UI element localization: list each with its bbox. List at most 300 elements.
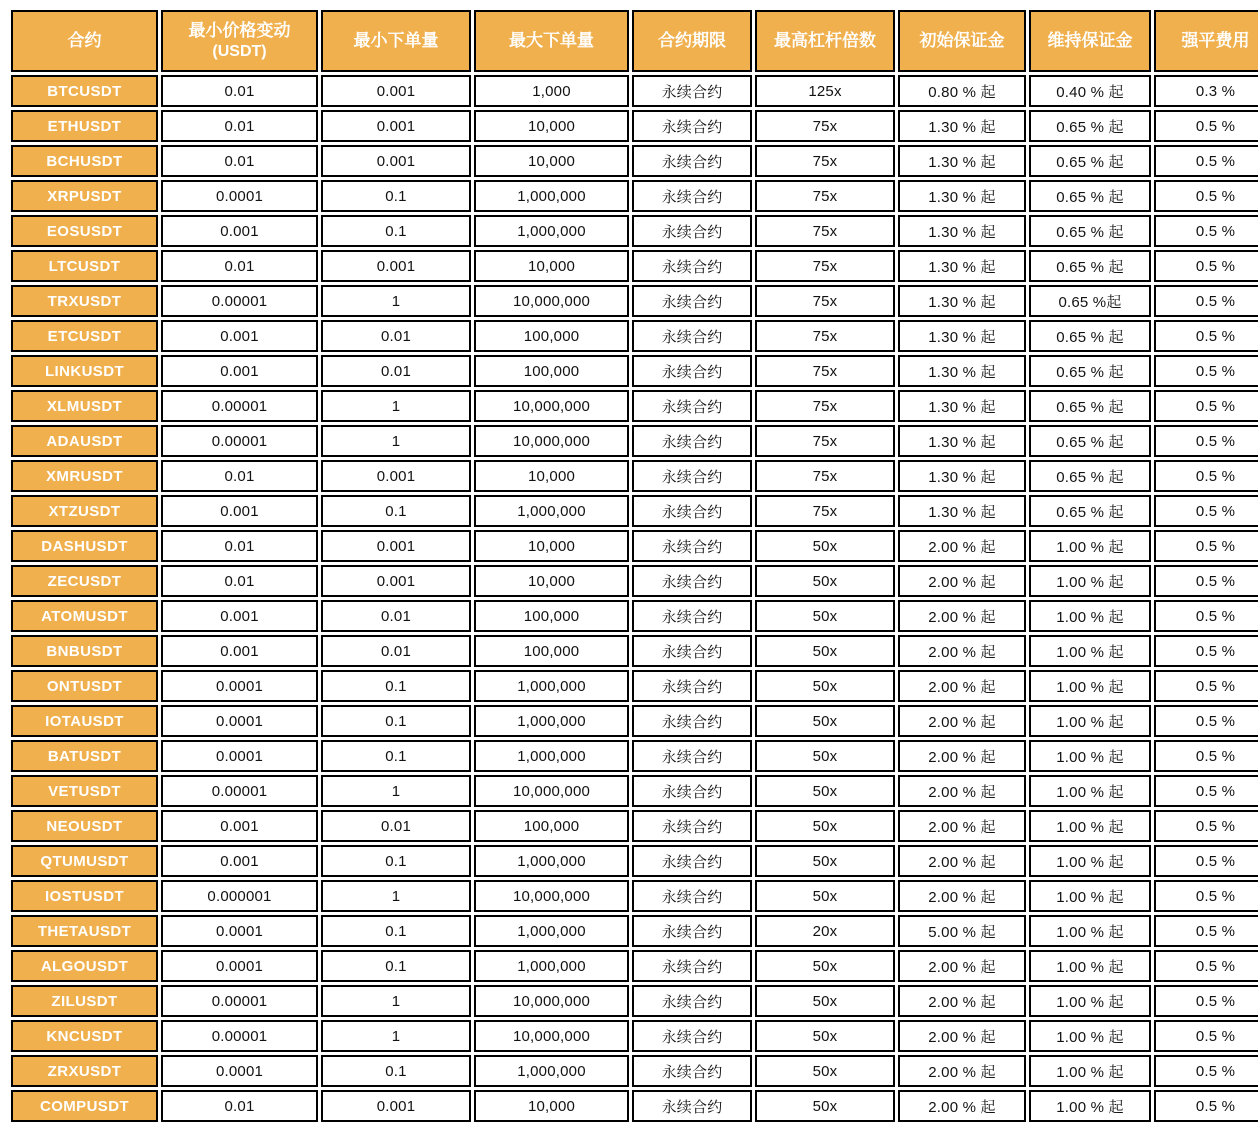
value-cell: 永续合约 <box>632 460 752 492</box>
value-cell: 0.1 <box>321 215 471 247</box>
value-cell: 0.5 % <box>1154 985 1258 1017</box>
value-cell: 10,000,000 <box>474 1020 629 1052</box>
value-cell: 永续合约 <box>632 600 752 632</box>
header-label: 最高杠杆倍数 <box>774 31 876 51</box>
value-cell: 75x <box>755 460 895 492</box>
value-cell: 10,000,000 <box>474 985 629 1017</box>
value-cell: 0.5 % <box>1154 495 1258 527</box>
value-cell: 0.65 %起 <box>1029 285 1151 317</box>
contract-ticker-cell: LINKUSDT <box>11 355 158 387</box>
table-row <box>11 985 1258 1017</box>
value-cell: 永续合约 <box>632 635 752 667</box>
contract-ticker-cell: XRPUSDT <box>11 180 158 212</box>
value-cell: 1.30 % 起 <box>898 320 1026 352</box>
header-cell <box>898 10 1026 72</box>
value-cell: 50x <box>755 1055 895 1087</box>
header-label: 合约 <box>67 31 102 51</box>
contract-ticker-cell: BTCUSDT <box>11 75 158 107</box>
value-cell: 10,000,000 <box>474 285 629 317</box>
contract-ticker-cell: ALGOUSDT <box>11 950 158 982</box>
value-cell: 0.65 % 起 <box>1029 355 1151 387</box>
value-cell: 0.5 % <box>1154 775 1258 807</box>
contract-ticker-cell: XTZUSDT <box>11 495 158 527</box>
header-label: 初始保证金 <box>919 31 1005 51</box>
value-cell: 75x <box>755 425 895 457</box>
value-cell: 2.00 % 起 <box>898 705 1026 737</box>
value-cell: 2.00 % 起 <box>898 670 1026 702</box>
value-cell: 100,000 <box>474 810 629 842</box>
value-cell: 10,000 <box>474 1090 629 1122</box>
value-cell: 0.000001 <box>161 880 318 912</box>
header-label: 维持保证金 <box>1047 31 1133 51</box>
value-cell: 0.1 <box>321 950 471 982</box>
value-cell: 永续合约 <box>632 355 752 387</box>
header-label: 合约期限 <box>658 31 726 51</box>
value-cell: 0.001 <box>161 320 318 352</box>
value-cell: 永续合约 <box>632 390 752 422</box>
value-cell: 0.01 <box>321 600 471 632</box>
value-cell: 0.0001 <box>161 915 318 947</box>
value-cell: 1,000,000 <box>474 845 629 877</box>
value-cell: 0.1 <box>321 1055 471 1087</box>
value-cell: 1 <box>321 880 471 912</box>
value-cell: 永续合约 <box>632 950 752 982</box>
table-row <box>11 810 1258 842</box>
value-cell: 0.001 <box>161 600 318 632</box>
value-cell: 10,000,000 <box>474 425 629 457</box>
value-cell: 1.00 % 起 <box>1029 635 1151 667</box>
contract-ticker-cell: BCHUSDT <box>11 145 158 177</box>
table-row <box>11 565 1258 597</box>
table-row <box>11 705 1258 737</box>
header-cell <box>755 10 895 72</box>
value-cell: 0.5 % <box>1154 705 1258 737</box>
value-cell: 0.001 <box>321 145 471 177</box>
value-cell: 0.0001 <box>161 740 318 772</box>
value-cell: 0.001 <box>321 460 471 492</box>
value-cell: 0.01 <box>161 460 318 492</box>
value-cell: 10,000 <box>474 145 629 177</box>
value-cell: 1,000,000 <box>474 215 629 247</box>
contract-ticker-cell: BNBUSDT <box>11 635 158 667</box>
value-cell: 0.001 <box>321 565 471 597</box>
value-cell: 2.00 % 起 <box>898 635 1026 667</box>
value-cell: 0.01 <box>321 355 471 387</box>
value-cell: 1,000,000 <box>474 180 629 212</box>
table-body <box>11 75 1258 1122</box>
value-cell: 0.01 <box>321 320 471 352</box>
header-label: 强平费用 <box>1181 31 1250 51</box>
value-cell: 2.00 % 起 <box>898 985 1026 1017</box>
value-cell: 1.00 % 起 <box>1029 670 1151 702</box>
value-cell: 100,000 <box>474 320 629 352</box>
value-cell: 10,000,000 <box>474 880 629 912</box>
table-row <box>11 635 1258 667</box>
header-cell <box>1029 10 1151 72</box>
value-cell: 永续合约 <box>632 565 752 597</box>
value-cell: 10,000 <box>474 250 629 282</box>
value-cell: 0.01 <box>321 635 471 667</box>
value-cell: 2.00 % 起 <box>898 740 1026 772</box>
value-cell: 50x <box>755 1090 895 1122</box>
table-row <box>11 670 1258 702</box>
value-cell: 0.40 % 起 <box>1029 75 1151 107</box>
value-cell: 0.5 % <box>1154 180 1258 212</box>
value-cell: 1.00 % 起 <box>1029 705 1151 737</box>
value-cell: 0.001 <box>161 635 318 667</box>
table-row <box>11 320 1258 352</box>
table-row <box>11 530 1258 562</box>
value-cell: 1,000,000 <box>474 1055 629 1087</box>
value-cell: 1.30 % 起 <box>898 495 1026 527</box>
value-cell: 50x <box>755 880 895 912</box>
contract-ticker-cell: DASHUSDT <box>11 530 158 562</box>
value-cell: 1.00 % 起 <box>1029 915 1151 947</box>
value-cell: 0.65 % 起 <box>1029 145 1151 177</box>
table-row <box>11 915 1258 947</box>
contract-specs-table <box>8 7 1258 1125</box>
value-cell: 0.5 % <box>1154 635 1258 667</box>
value-cell: 0.5 % <box>1154 1090 1258 1122</box>
contract-ticker-cell: COMPUSDT <box>11 1090 158 1122</box>
value-cell: 永续合约 <box>632 110 752 142</box>
contract-ticker-cell: ADAUSDT <box>11 425 158 457</box>
value-cell: 2.00 % 起 <box>898 600 1026 632</box>
value-cell: 0.5 % <box>1154 390 1258 422</box>
value-cell: 1.00 % 起 <box>1029 950 1151 982</box>
value-cell: 1,000,000 <box>474 670 629 702</box>
value-cell: 0.0001 <box>161 670 318 702</box>
value-cell: 75x <box>755 495 895 527</box>
value-cell: 0.00001 <box>161 775 318 807</box>
value-cell: 75x <box>755 215 895 247</box>
value-cell: 2.00 % 起 <box>898 845 1026 877</box>
value-cell: 1.00 % 起 <box>1029 985 1151 1017</box>
value-cell: 0.01 <box>161 145 318 177</box>
value-cell: 永续合约 <box>632 775 752 807</box>
value-cell: 75x <box>755 355 895 387</box>
value-cell: 1.30 % 起 <box>898 250 1026 282</box>
value-cell: 0.5 % <box>1154 880 1258 912</box>
contract-ticker-cell: ETHUSDT <box>11 110 158 142</box>
value-cell: 0.1 <box>321 705 471 737</box>
value-cell: 0.5 % <box>1154 250 1258 282</box>
value-cell: 0.1 <box>321 180 471 212</box>
contract-ticker-cell: VETUSDT <box>11 775 158 807</box>
header-label: 最小下单量 <box>353 31 439 51</box>
value-cell: 1.00 % 起 <box>1029 1090 1151 1122</box>
value-cell: 0.001 <box>161 495 318 527</box>
value-cell: 0.01 <box>161 75 318 107</box>
value-cell: 1.30 % 起 <box>898 285 1026 317</box>
contract-ticker-cell: ONTUSDT <box>11 670 158 702</box>
value-cell: 0.01 <box>161 110 318 142</box>
value-cell: 2.00 % 起 <box>898 530 1026 562</box>
value-cell: 1.00 % 起 <box>1029 810 1151 842</box>
value-cell: 0.001 <box>321 1090 471 1122</box>
value-cell: 0.001 <box>161 845 318 877</box>
value-cell: 0.01 <box>321 810 471 842</box>
contract-ticker-cell: ZILUSDT <box>11 985 158 1017</box>
value-cell: 1 <box>321 425 471 457</box>
value-cell: 2.00 % 起 <box>898 1090 1026 1122</box>
table-row <box>11 110 1258 142</box>
value-cell: 1.00 % 起 <box>1029 740 1151 772</box>
value-cell: 1.00 % 起 <box>1029 880 1151 912</box>
value-cell: 75x <box>755 180 895 212</box>
value-cell: 0.5 % <box>1154 530 1258 562</box>
value-cell: 100,000 <box>474 355 629 387</box>
value-cell: 1.30 % 起 <box>898 180 1026 212</box>
value-cell: 0.5 % <box>1154 460 1258 492</box>
value-cell: 0.0001 <box>161 180 318 212</box>
value-cell: 永续合约 <box>632 915 752 947</box>
table-row <box>11 495 1258 527</box>
value-cell: 0.65 % 起 <box>1029 425 1151 457</box>
value-cell: 0.0001 <box>161 705 318 737</box>
value-cell: 0.65 % 起 <box>1029 215 1151 247</box>
value-cell: 2.00 % 起 <box>898 1020 1026 1052</box>
value-cell: 100,000 <box>474 635 629 667</box>
header-label: 最大下单量 <box>509 31 594 51</box>
value-cell: 1 <box>321 285 471 317</box>
value-cell: 75x <box>755 145 895 177</box>
value-cell: 永续合约 <box>632 250 752 282</box>
table-row <box>11 775 1258 807</box>
value-cell: 0.001 <box>321 110 471 142</box>
value-cell: 0.5 % <box>1154 285 1258 317</box>
table-row <box>11 215 1258 247</box>
value-cell: 永续合约 <box>632 1020 752 1052</box>
contract-ticker-cell: THETAUSDT <box>11 915 158 947</box>
value-cell: 100,000 <box>474 600 629 632</box>
value-cell: 2.00 % 起 <box>898 810 1026 842</box>
value-cell: 永续合约 <box>632 1055 752 1087</box>
value-cell: 0.5 % <box>1154 600 1258 632</box>
value-cell: 0.5 % <box>1154 1055 1258 1087</box>
value-cell: 0.5 % <box>1154 950 1258 982</box>
value-cell: 0.01 <box>161 565 318 597</box>
value-cell: 2.00 % 起 <box>898 775 1026 807</box>
value-cell: 1.00 % 起 <box>1029 845 1151 877</box>
value-cell: 1,000 <box>474 75 629 107</box>
value-cell: 0.65 % 起 <box>1029 460 1151 492</box>
value-cell: 0.1 <box>321 670 471 702</box>
value-cell: 1.30 % 起 <box>898 460 1026 492</box>
header-cell <box>632 10 752 72</box>
value-cell: 0.0001 <box>161 950 318 982</box>
table-row <box>11 460 1258 492</box>
value-cell: 50x <box>755 635 895 667</box>
value-cell: 0.5 % <box>1154 110 1258 142</box>
header-row <box>11 10 1258 72</box>
value-cell: 0.001 <box>321 530 471 562</box>
value-cell: 0.5 % <box>1154 425 1258 457</box>
value-cell: 0.1 <box>321 740 471 772</box>
value-cell: 1.00 % 起 <box>1029 565 1151 597</box>
value-cell: 1 <box>321 1020 471 1052</box>
value-cell: 1 <box>321 390 471 422</box>
value-cell: 永续合约 <box>632 180 752 212</box>
value-cell: 0.00001 <box>161 425 318 457</box>
value-cell: 0.5 % <box>1154 1020 1258 1052</box>
value-cell: 10,000 <box>474 110 629 142</box>
value-cell: 75x <box>755 285 895 317</box>
contract-ticker-cell: BATUSDT <box>11 740 158 772</box>
table-row <box>11 75 1258 107</box>
value-cell: 50x <box>755 810 895 842</box>
value-cell: 1.00 % 起 <box>1029 600 1151 632</box>
contract-ticker-cell: EOSUSDT <box>11 215 158 247</box>
value-cell: 0.01 <box>161 250 318 282</box>
contract-ticker-cell: ETCUSDT <box>11 320 158 352</box>
value-cell: 0.001 <box>161 355 318 387</box>
contract-ticker-cell: XLMUSDT <box>11 390 158 422</box>
header-cell <box>474 10 629 72</box>
value-cell: 50x <box>755 845 895 877</box>
value-cell: 1 <box>321 985 471 1017</box>
table-row <box>11 880 1258 912</box>
value-cell: 10,000 <box>474 530 629 562</box>
value-cell: 0.80 % 起 <box>898 75 1026 107</box>
table-row <box>11 390 1258 422</box>
value-cell: 0.001 <box>321 250 471 282</box>
value-cell: 0.3 % <box>1154 75 1258 107</box>
value-cell: 0.5 % <box>1154 565 1258 597</box>
value-cell: 0.5 % <box>1154 845 1258 877</box>
value-cell: 0.01 <box>161 1090 318 1122</box>
value-cell: 0.65 % 起 <box>1029 495 1151 527</box>
value-cell: 1 <box>321 775 471 807</box>
header-label: 最小价格变动 <box>188 21 291 41</box>
value-cell: 0.001 <box>161 810 318 842</box>
value-cell: 2.00 % 起 <box>898 1055 1026 1087</box>
value-cell: 1.30 % 起 <box>898 425 1026 457</box>
table-row <box>11 355 1258 387</box>
contract-ticker-cell: ZRXUSDT <box>11 1055 158 1087</box>
value-cell: 50x <box>755 530 895 562</box>
value-cell: 0.65 % 起 <box>1029 110 1151 142</box>
value-cell: 10,000,000 <box>474 390 629 422</box>
value-cell: 0.65 % 起 <box>1029 390 1151 422</box>
value-cell: 永续合约 <box>632 1090 752 1122</box>
table-row <box>11 180 1258 212</box>
contract-ticker-cell: ZECUSDT <box>11 565 158 597</box>
value-cell: 永续合约 <box>632 320 752 352</box>
contract-ticker-cell: TRXUSDT <box>11 285 158 317</box>
value-cell: 1.30 % 起 <box>898 390 1026 422</box>
value-cell: 1.00 % 起 <box>1029 1020 1151 1052</box>
table-row <box>11 950 1258 982</box>
value-cell: 0.5 % <box>1154 145 1258 177</box>
value-cell: 50x <box>755 670 895 702</box>
value-cell: 0.001 <box>161 215 318 247</box>
value-cell: 永续合约 <box>632 145 752 177</box>
value-cell: 75x <box>755 320 895 352</box>
value-cell: 永续合约 <box>632 845 752 877</box>
table-row <box>11 250 1258 282</box>
contract-ticker-cell: KNCUSDT <box>11 1020 158 1052</box>
value-cell: 10,000 <box>474 460 629 492</box>
value-cell: 50x <box>755 985 895 1017</box>
value-cell: 0.0001 <box>161 1055 318 1087</box>
value-cell: 20x <box>755 915 895 947</box>
contract-ticker-cell: NEOUSDT <box>11 810 158 842</box>
value-cell: 0.5 % <box>1154 355 1258 387</box>
value-cell: 1.00 % 起 <box>1029 530 1151 562</box>
value-cell: 125x <box>755 75 895 107</box>
value-cell: 永续合约 <box>632 530 752 562</box>
value-cell: 0.65 % 起 <box>1029 180 1151 212</box>
contract-ticker-cell: LTCUSDT <box>11 250 158 282</box>
value-cell: 2.00 % 起 <box>898 950 1026 982</box>
header-cell <box>1154 10 1258 72</box>
value-cell: 75x <box>755 390 895 422</box>
table-row <box>11 1090 1258 1122</box>
value-cell: 50x <box>755 740 895 772</box>
value-cell: 永续合约 <box>632 670 752 702</box>
value-cell: 永续合约 <box>632 880 752 912</box>
value-cell: 1.30 % 起 <box>898 110 1026 142</box>
contract-ticker-cell: QTUMUSDT <box>11 845 158 877</box>
value-cell: 0.1 <box>321 915 471 947</box>
header-cell <box>321 10 471 72</box>
value-cell: 0.65 % 起 <box>1029 250 1151 282</box>
table-row <box>11 425 1258 457</box>
value-cell: 永续合约 <box>632 740 752 772</box>
value-cell: 5.00 % 起 <box>898 915 1026 947</box>
value-cell: 永续合约 <box>632 705 752 737</box>
value-cell: 50x <box>755 950 895 982</box>
contract-ticker-cell: IOSTUSDT <box>11 880 158 912</box>
value-cell: 0.1 <box>321 495 471 527</box>
contract-ticker-cell: ATOMUSDT <box>11 600 158 632</box>
value-cell: 0.5 % <box>1154 740 1258 772</box>
value-cell: 永续合约 <box>632 425 752 457</box>
table-row <box>11 1055 1258 1087</box>
value-cell: 10,000,000 <box>474 775 629 807</box>
contract-ticker-cell: IOTAUSDT <box>11 705 158 737</box>
value-cell: 1.30 % 起 <box>898 145 1026 177</box>
table-header <box>11 10 1258 72</box>
value-cell: 1,000,000 <box>474 495 629 527</box>
value-cell: 50x <box>755 565 895 597</box>
value-cell: 1.30 % 起 <box>898 355 1026 387</box>
value-cell: 50x <box>755 705 895 737</box>
value-cell: 永续合约 <box>632 75 752 107</box>
value-cell: 0.5 % <box>1154 320 1258 352</box>
header-sublabel: (USDT) <box>212 42 267 60</box>
value-cell: 75x <box>755 110 895 142</box>
value-cell: 0.5 % <box>1154 915 1258 947</box>
value-cell: 永续合约 <box>632 985 752 1017</box>
value-cell: 0.1 <box>321 845 471 877</box>
table-row <box>11 1020 1258 1052</box>
value-cell: 50x <box>755 775 895 807</box>
value-cell: 0.00001 <box>161 390 318 422</box>
value-cell: 0.65 % 起 <box>1029 320 1151 352</box>
value-cell: 1.30 % 起 <box>898 215 1026 247</box>
value-cell: 0.5 % <box>1154 215 1258 247</box>
table-row <box>11 285 1258 317</box>
table-row <box>11 845 1258 877</box>
value-cell: 0.5 % <box>1154 670 1258 702</box>
value-cell: 75x <box>755 250 895 282</box>
table-row <box>11 740 1258 772</box>
value-cell: 永续合约 <box>632 215 752 247</box>
table-row <box>11 145 1258 177</box>
value-cell: 0.001 <box>321 75 471 107</box>
